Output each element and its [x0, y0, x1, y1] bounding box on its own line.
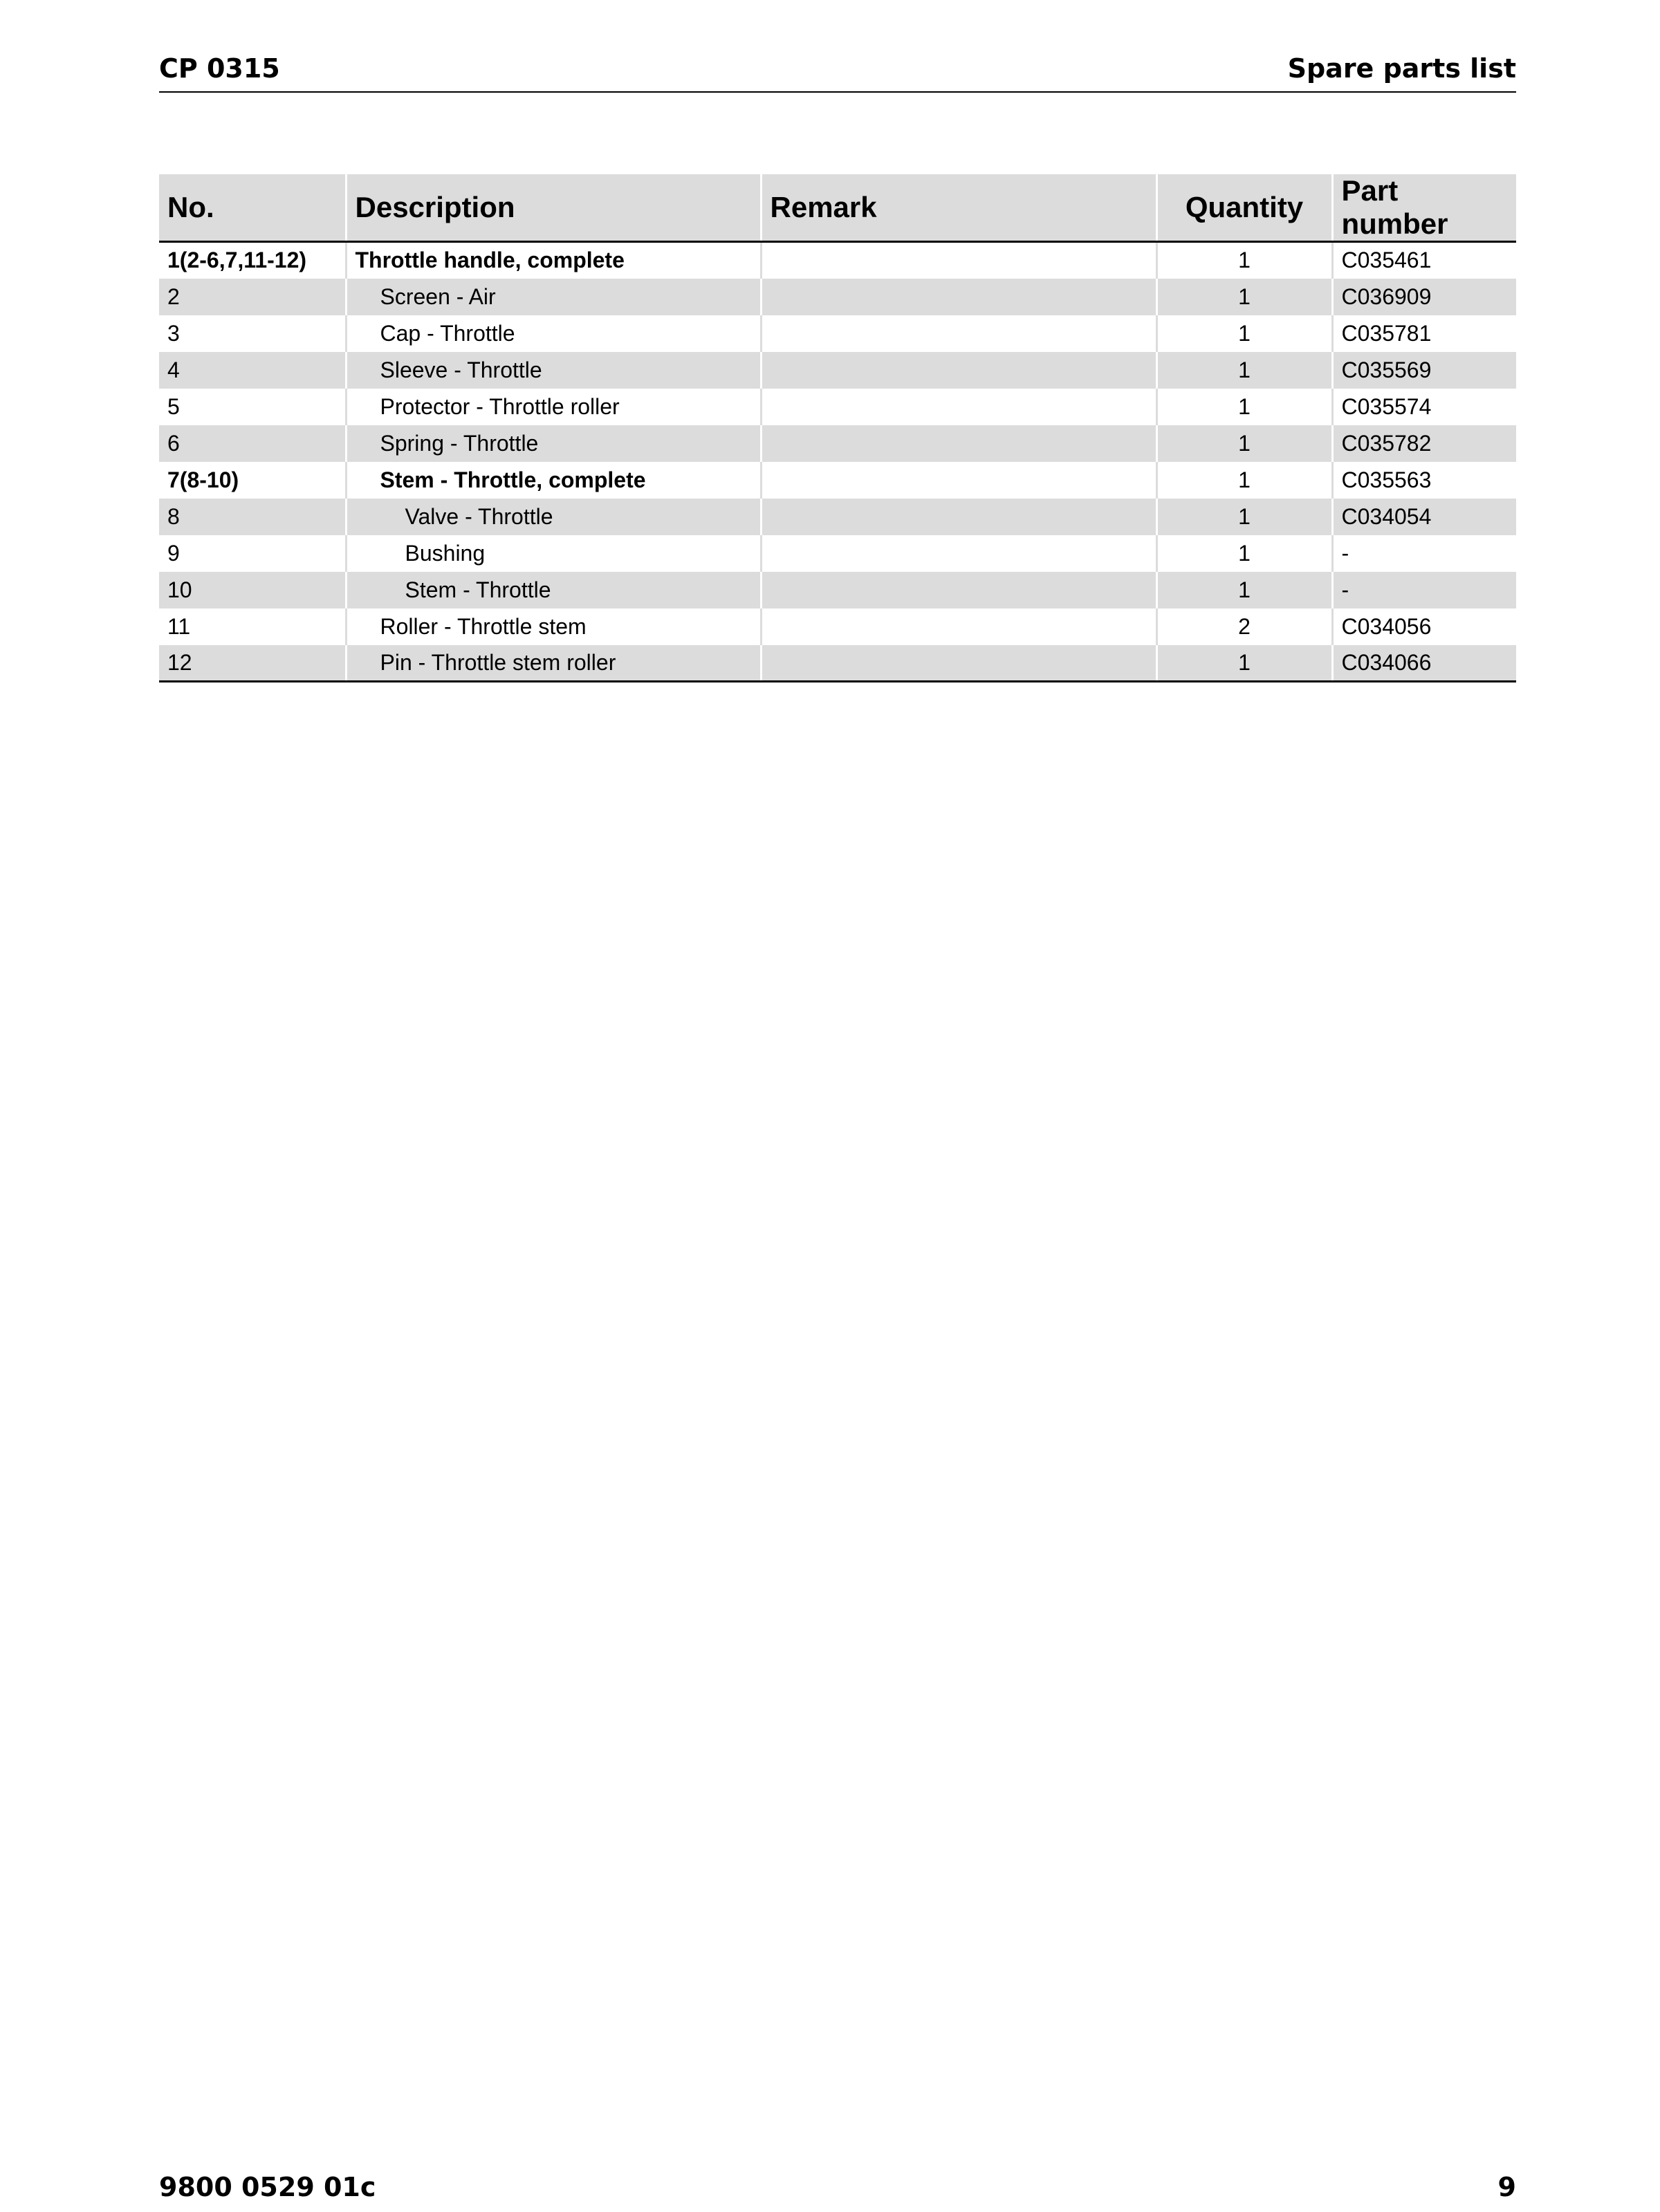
cell-quantity: 2	[1156, 608, 1332, 645]
cell-part-number: C034056	[1341, 613, 1432, 639]
cell-no: 9	[159, 535, 346, 572]
cell-no: 2	[159, 279, 346, 315]
cell-no: 3	[159, 315, 346, 352]
column-header-part-number: Part number	[1332, 174, 1516, 242]
cell-description: Sleeve - Throttle	[346, 352, 761, 389]
cell-description: Bushing	[346, 535, 761, 572]
cell-remark	[761, 645, 1156, 682]
cell-remark	[761, 499, 1156, 535]
cell-description: Throttle handle, complete	[346, 242, 761, 279]
cell-no: 10	[159, 572, 346, 608]
cell-part-number: C035461	[1341, 248, 1432, 273]
cell-description: Pin - Throttle stem roller	[346, 645, 761, 682]
cell-description: Protector - Throttle roller	[346, 389, 761, 425]
cell-quantity: 1	[1156, 389, 1332, 425]
table-row	[159, 242, 1516, 279]
page-header	[159, 48, 1516, 93]
table-row	[159, 608, 1516, 645]
table-row	[159, 462, 1516, 499]
cell-remark	[761, 242, 1156, 279]
table-row	[159, 645, 1516, 682]
section-title: Spare parts list	[1287, 53, 1516, 84]
table-body	[159, 242, 1516, 682]
cell-quantity: 1	[1156, 462, 1332, 499]
cell-part-number: -	[1332, 572, 1516, 608]
table-row	[159, 352, 1516, 389]
cell-no: 7(8-10)	[159, 462, 346, 499]
cell-description: Spring - Throttle	[346, 425, 761, 462]
table-row	[159, 315, 1516, 352]
cell-part-number: -	[1341, 540, 1349, 566]
cell-remark	[761, 425, 1156, 462]
cell-quantity: 1	[1156, 425, 1332, 462]
cell-description: Valve - Throttle	[346, 499, 761, 535]
cell-part-number: C035782	[1332, 425, 1516, 462]
cell-quantity: 1	[1156, 315, 1332, 352]
cell-remark	[761, 279, 1156, 315]
cell-remark	[761, 572, 1156, 608]
cell-description: Stem - Throttle	[346, 572, 761, 608]
column-header-quantity: Quantity	[1156, 174, 1332, 242]
cell-part-number: C034066	[1332, 645, 1516, 682]
cell-description: Stem - Throttle, complete	[346, 462, 761, 499]
cell-no: 6	[159, 425, 346, 462]
cell-description: Screen - Air	[346, 279, 761, 315]
cell-no: 8	[159, 499, 346, 535]
cell-quantity: 1	[1156, 535, 1332, 572]
cell-no: 12	[159, 645, 346, 682]
cell-quantity: 1	[1156, 645, 1332, 682]
cell-remark	[761, 389, 1156, 425]
table-row	[159, 535, 1516, 572]
cell-quantity: 1	[1156, 279, 1332, 315]
cell-description: Roller - Throttle stem	[346, 608, 761, 645]
cell-part-number: C035781	[1341, 320, 1432, 346]
cell-remark	[761, 608, 1156, 645]
cell-no: 1(2-6,7,11-12)	[159, 242, 346, 279]
table-row	[159, 279, 1516, 315]
cell-quantity: 1	[1156, 572, 1332, 608]
cell-quantity: 1	[1156, 352, 1332, 389]
cell-part-number: C036909	[1332, 279, 1516, 315]
spare-parts-table	[159, 174, 1516, 682]
table-row	[159, 572, 1516, 608]
cell-part-number: C035574	[1341, 393, 1432, 419]
cell-part-number: C035569	[1332, 352, 1516, 389]
column-header-description: Description	[346, 174, 761, 242]
table-header-row	[159, 174, 1516, 242]
document-number: 9800 0529 01c	[159, 2172, 376, 2202]
cell-description: Cap - Throttle	[346, 315, 761, 352]
table-row	[159, 389, 1516, 425]
cell-no: 5	[159, 389, 346, 425]
table-row	[159, 425, 1516, 462]
cell-part-number: C034054	[1332, 499, 1516, 535]
column-header-remark: Remark	[761, 174, 1156, 242]
cell-remark	[761, 315, 1156, 352]
cell-no: 11	[159, 608, 346, 645]
cell-quantity: 1	[1156, 499, 1332, 535]
page-footer	[159, 2171, 1516, 2206]
table-row	[159, 499, 1516, 535]
cell-remark	[761, 352, 1156, 389]
cell-remark	[761, 462, 1156, 499]
page-number: 9	[1497, 2172, 1516, 2202]
column-header-no: No.	[159, 174, 346, 242]
cell-no: 4	[159, 352, 346, 389]
cell-remark	[761, 535, 1156, 572]
model-title: CP 0315	[159, 53, 280, 84]
cell-quantity: 1	[1156, 242, 1332, 279]
cell-part-number: C035563	[1341, 467, 1432, 492]
